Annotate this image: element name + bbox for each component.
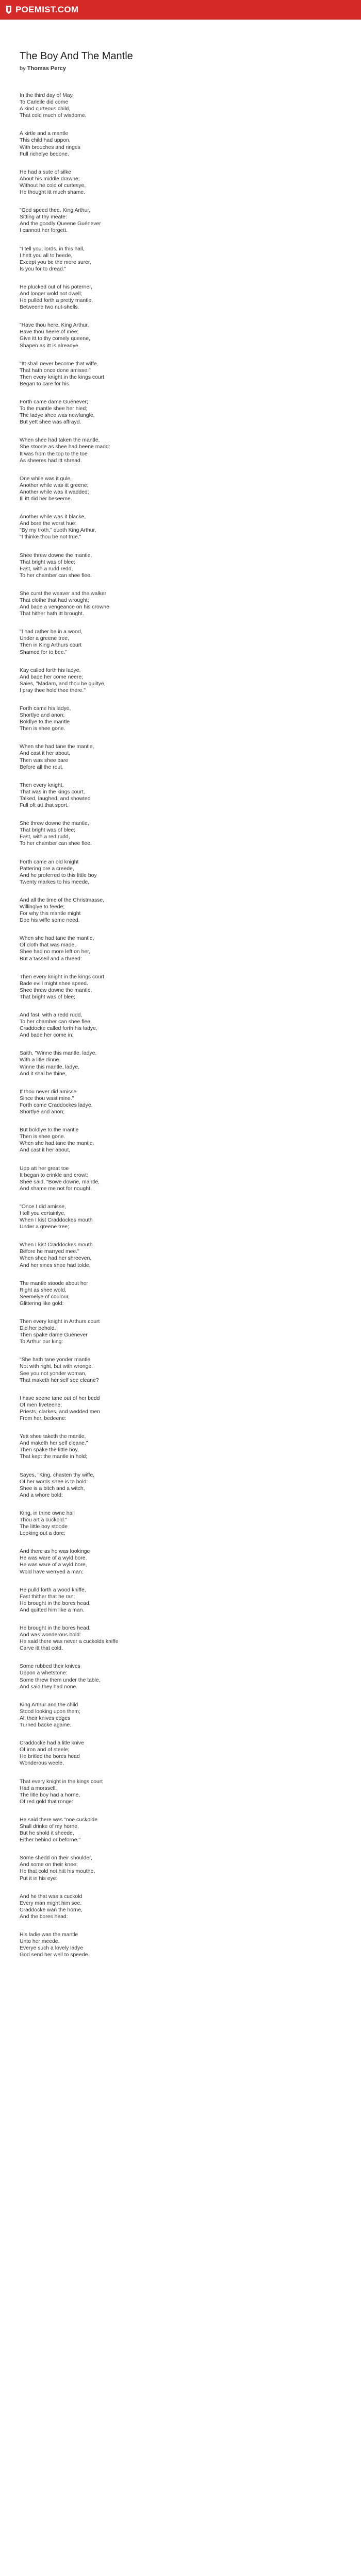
poem-line: God send her well to speede. [20,1952,90,1958]
poem-line: Then every knight in Arthurs court [20,1319,100,1325]
poem-line: That cold much of wisdome. [20,113,87,119]
poem-line: Thou art a cuckold." [20,1517,68,1523]
poem-stanza [20,1395,339,1422]
poem-line: And he proferred to this little boy [20,872,97,878]
poem-line: I pray thee hold thee there." [20,687,86,693]
poem-line: Winne this mantle, ladye, [20,1064,80,1070]
poem-stanza [20,1165,339,1192]
poem-line: "Have thou here, King Arthur, [20,323,89,329]
poem-line: Fast, with a rudd redd, [20,566,73,572]
poem-stanza [20,974,339,1001]
poem-line: Then every knight in the kings court [20,374,105,380]
poem-line: Stood looking upon them; [20,1708,80,1715]
poem-line: Unto her meede. [20,1939,60,1945]
poem-line: To Carleile did come [20,99,69,106]
poem-stanza [20,399,339,426]
poem-line: Craddocke called forth his ladye, [20,1026,97,1032]
poem-line: "By my troth," quoth King Arthur, [20,528,96,534]
poem-line: Boldlye to the mantle [20,719,70,725]
poem-stanza [20,1625,339,1652]
logo-text: POEMIST.COM [15,5,79,14]
poem-line: Before all the rout. [20,764,63,770]
poem-line: Then was shee bare [20,757,69,764]
poem-line: Then every knight, [20,782,64,788]
poem-line: One while was it gule, [20,476,72,482]
poem-line: He brought in the bores head, [20,1600,91,1606]
poem-line: He plucked out of his poterner, [20,284,92,290]
poem-line: For why this mantle might [20,911,81,917]
poem-stanza [20,705,339,732]
poem-line: Talked, laughed, and showted [20,795,91,802]
poem-line: "I tell you, lords, in this hall, [20,246,85,252]
poem-line: He britled the bores head [20,1754,80,1760]
poem-line: Of cloth that was made, [20,942,76,948]
poem-line: Craddocke wan the horne, [20,1907,83,1913]
poem-line: When she had tane the mantle, [20,1141,94,1147]
poem-stanza [20,1778,339,1805]
poem-line: "I had rather be in a wood, [20,629,83,635]
poem-line: Glittering like gold: [20,1300,64,1307]
poem-line: Then is shee gone. [20,1134,65,1140]
poem-stanza [20,782,339,809]
poem-line: That every knight in the kings court [20,1778,103,1785]
poem-line: Upp att her great toe [20,1165,69,1172]
poem-line: That bright was of blee; [20,994,76,1000]
poem-line: Fast, with a red rudd, [20,834,70,840]
poem-line: As sheeres had itt shread. [20,457,82,464]
poem-line: Sayes, "King, chasten thy wiffe, [20,1472,95,1478]
poem-line: She threw downe the mantle, [20,821,89,827]
poem-line: Under a greene tree, [20,636,69,642]
poem-line: And all the time of the Christmasse, [20,897,105,903]
poem-line: He had a sute of silke [20,169,71,175]
poem-line: From her, bedeene: [20,1416,67,1422]
poem-line: Except you be the more surer, [20,259,91,265]
poem-line: And bore the worst hue: [20,521,77,527]
poem-line: Since thou wast mine." [20,1095,74,1101]
poem-line: Shee threw downe the mantle, [20,552,92,558]
poem-line: Either behind or beforne." [20,1837,81,1843]
poem-line: And the bores head: [20,1913,68,1920]
poem-line: Right as shee wold, [20,1287,67,1293]
poem-line: Every man might him see. [20,1900,82,1906]
poem-stanza [20,743,339,770]
poem-line: But a tassell and a threed: [20,956,82,962]
poem-stanza [20,1127,339,1154]
poem-line: When I kist Craddockes mouth [20,1217,93,1224]
poem-line: Ill itt did her beseeme. [20,496,72,502]
poem-line: And a whore bold: [20,1492,63,1498]
poem-line: And cast it her about, [20,751,71,757]
poem-line: To the mantle shee her hied; [20,406,88,412]
poem-line: Then spake dame Guénever [20,1332,88,1338]
poem-line: Of men fiveteene; [20,1402,62,1408]
poem-stanza [20,1318,339,1345]
poem-line: King, in thine owne hall [20,1510,75,1516]
poem-line: This child had uppon, [20,138,71,144]
poem-line: He said there was never a cuckolds kniffe [20,1639,119,1645]
poem-stanza [20,322,339,349]
poem-line: To Arthur our king: [20,1339,63,1345]
poem-line: When I kist Craddockes mouth [20,1242,93,1248]
poem-line: Sitting at thy meate: [20,214,67,221]
poem-line: With a litle dinne. [20,1057,61,1063]
poem-stanza [20,667,339,694]
poem-line: He pulled forth a pretty mantle, [20,298,93,304]
poem-stanza [20,1587,339,1614]
poem-line: In the third day of May, [20,93,74,98]
poem-line: Full oft att that sport. [20,803,69,809]
poem-line: And bade her come neere; [20,674,84,680]
poem-line: When she had tane the mantle, [20,936,94,942]
poem-line: Then is shee gone. [20,726,65,732]
poem-line: Fast thither that he ran: [20,1594,75,1600]
poem-stanza [20,629,339,655]
poem-line: Then spake the little boy, [20,1447,79,1453]
poem-line: Carve itt that cold. [20,1646,63,1652]
poem-stanza [20,590,339,617]
poem-stanza [20,1548,339,1575]
poem-line: And was wonderous bold: [20,1632,81,1638]
poem-line: That maketh her self soe cleane? [20,1377,99,1383]
poem-stanza [20,1931,339,1958]
poem-line: Forth came Craddockes ladye, [20,1102,93,1108]
poem-line: King Arthur and the child [20,1702,78,1708]
poem-line: Kay called forth his ladye, [20,667,81,673]
poem-line: He was ware of a wyld bore, [20,1562,87,1568]
poem-line: And fast, with a redd rudd, [20,1012,83,1018]
poem-line: She curst the weaver and the walker [20,590,107,597]
poem-line: Bade evill might shee speed. [20,980,88,987]
poem-line: Some rubbed their knives [20,1664,80,1670]
poem-line: To her chamber can shee flee. [20,572,92,579]
poem-line: When she had tane the mantle, [20,744,94,750]
poem-line: It was from the top to the toe [20,451,88,457]
poem-stanza [20,207,339,234]
poem-line: Then every knight in the kings court [20,974,105,980]
poem-line: Of iron and of steele; [20,1747,70,1753]
poem-line: Shortlye and anon; [20,713,65,719]
poem-line: When shee had her shreeven, [20,1256,92,1262]
poem-content [20,50,339,1970]
poem-line: Is you for to dread." [20,266,67,272]
poem-stanza [20,1510,339,1537]
poem-line: Willinglye to feede; [20,904,65,910]
poem-line: And longer wold not dwell; [20,291,83,297]
poem-line: Doe his wiffe some need. [20,918,80,924]
poem-line: Of her words shee is to bold: [20,1479,88,1485]
poem-line: Then in King Arthurs court [20,642,82,649]
poem-stanza [20,859,339,886]
poem-stanza [20,1817,339,1843]
poem-stanza [20,130,339,157]
poem-line: "Once I did amisse, [20,1204,66,1210]
site-logo[interactable] [5,4,78,15]
poem-stanza [20,820,339,847]
poem-line: He said there was "noe cuckolde [20,1817,97,1823]
poem-line: I hett you all to heede, [20,252,73,259]
poem-line: Looking out a dore; [20,1531,65,1537]
poem-line: He thought itt much shame. [20,190,86,196]
poem-line: Began to care for his. [20,381,71,387]
poem-line: That clothe that had wrought; [20,597,89,603]
poem-line: That hither hath itt brought. [20,611,84,617]
poem-line: And shame me not for nought. [20,1185,92,1192]
byline-prefix: by [20,65,26,72]
poem-line: And cast it her about, [20,1147,71,1154]
poem-line: Of red gold that ronge: [20,1799,73,1805]
poem-line: Shapen as itt is alreadye. [20,343,80,349]
poem-line: Priests, clarkes, and wedded men [20,1409,100,1415]
poem-line: See you not yonder woman, [20,1370,87,1377]
poem-stanza [20,514,339,540]
poem-stanza [20,897,339,924]
poem-stanza [20,284,339,311]
poem-line: And some on their knee; [20,1862,78,1868]
poem-line: Another while was it blacke, [20,514,86,520]
poem-line: But boldlye to the mantle [20,1127,79,1133]
poem-line: I cannott her forgett. [20,228,68,234]
poem-line: That bright was of blee; [20,827,76,834]
poem-stanza [20,1012,339,1039]
poem-line: Saies, "Madam, and thou be guiltye, [20,681,106,687]
poem-line: Wold have werryed a man: [20,1569,84,1575]
poem-stanza [20,935,339,962]
poem-line: I have seene tane out of her bedd [20,1395,100,1401]
poem-line: The ladye shee was newfangle, [20,413,95,419]
poem-stanza [20,1855,339,1882]
poem-line: And said they had none. [20,1684,78,1690]
poem-line: That kept the mantle in hold; [20,1454,88,1460]
poem-stanza [20,437,339,464]
poem-stanza [20,1433,339,1460]
poem-line: All their knives edges [20,1715,71,1721]
poem-line: Shee said, "Bowe downe, mantle, [20,1179,100,1185]
poem-byline [20,65,339,72]
poem-stanza [20,552,339,579]
poem-stanza [20,1050,339,1077]
poem-line: When shee had taken the mantle, [20,437,100,444]
poem-line: About his middle drawne; [20,176,80,182]
poem-line: Pattering ore a creede, [20,866,74,872]
poem-line: Did her behold. [20,1326,56,1332]
site-header [0,0,361,20]
poem-line: He that cold not hitt his mouthe, [20,1869,95,1875]
poem-line: Have thou heere of mee; [20,329,79,335]
poem-stanza [20,1893,339,1920]
poem-line: And bade her come in; [20,1032,74,1039]
poem-line: Seemelye of coulour, [20,1294,70,1300]
poem-line: Wonderous weele, [20,1760,64,1767]
poem-line: Some shedd on their shoulder, [20,1855,92,1861]
poem-line: If thou never did amisse [20,1089,77,1095]
poem-body [20,92,339,1958]
poem-line: He was ware of a wyld bore. [20,1555,87,1562]
poem-line: A kind curteous child, [20,106,71,112]
poem-stanza [20,1702,339,1728]
poem-stanza [20,92,339,119]
poem-line: And it shal be thine, [20,1071,67,1077]
poem-line: A kirtle and a mantle [20,131,69,137]
poem-line: And bade a vengeance on his crowne [20,604,109,611]
poem-line: Full richelye bedone. [20,151,69,157]
poem-line: "Itt shall never become that wiffe, [20,361,99,367]
poem-line: That was in the kings court, [20,789,85,795]
poem-line: Yett shee taketh the mantle, [20,1434,86,1440]
poem-line: With brouches and ringes [20,144,80,150]
poem-line: Shall drinke of my horne, [20,1823,79,1829]
poemist-feather-icon [5,5,12,14]
poem-line: And her sines shee had tolde, [20,1262,91,1268]
poem-line: Shee had no more left on her, [20,949,90,955]
poem-stanza [20,1089,339,1115]
poem-stanza [20,1740,339,1767]
poem-line: He brought in the bores head, [20,1625,91,1631]
poem-line: Not with right, but with wronge. [20,1364,93,1370]
poem-line: To her chamber can shee flee. [20,1019,92,1025]
poem-line: She stoode as shee had beene madd: [20,444,110,450]
poem-line: Turned backe againe. [20,1722,72,1728]
poem-line: I tell you certainlye, [20,1210,65,1216]
poem-title: The Boy And The Mantle [20,50,133,62]
poem-line: Saith, "Winne this mantle, ladye, [20,1050,97,1057]
poem-stanza [20,1472,339,1499]
poem-stanza [20,1663,339,1690]
poem-line: Before he marryed mee." [20,1249,79,1255]
poem-stanza [20,476,339,502]
poem-line: Some threw them under the table, [20,1677,101,1683]
poem-line: Uppon a whetstone: [20,1670,68,1676]
poem-author[interactable]: Thomas Percy [27,65,66,72]
poem-stanza [20,361,339,387]
poem-line: The little boy stoode [20,1524,68,1530]
poem-line: Twenty markes to his meede, [20,879,90,885]
poem-line: "God speed thee, King Arthur, [20,208,91,214]
poem-stanza [20,1357,339,1383]
poem-stanza [20,1280,339,1307]
poem-line: That bright was of blee; [20,559,76,565]
poem-line: And maketh her self cleane." [20,1440,88,1447]
poem-line: Had a morssell. [20,1785,57,1791]
poem-line: Forth came his ladye, [20,706,71,711]
poem-line: It began to crinkle and crowt: [20,1172,88,1178]
poem-line: He pulld forth a wood kniffe, [20,1587,86,1593]
poem-line: Under a greene tree; [20,1224,69,1230]
poem-line: To her chamber can shee flee. [20,841,92,847]
poem-line: But he shold it sheede, [20,1831,74,1837]
poem-line: Another while was itt greene; [20,482,89,488]
poem-line: And he that was a cuckold [20,1893,83,1900]
poem-line: His ladie wan the mantle [20,1932,78,1938]
poem-line: Shamed for to bee." [20,649,68,655]
poem-line: And there as he was lookinge [20,1549,90,1555]
poem-line: "I thinke thou be not true." [20,534,81,540]
poem-line: But yett shee was affrayd. [20,419,81,426]
poem-stanza [20,169,339,196]
poem-line: Shortlye and anon; [20,1109,65,1115]
poem-line: Forth came an old knight [20,859,79,865]
poem-line: Put it in his eye: [20,1875,58,1882]
poem-line: Forth came dame Guénever; [20,399,88,405]
poem-line: The litle boy had a horne, [20,1792,80,1798]
poem-line: Betweene two nut-shells. [20,304,79,311]
poem-line: Craddocke had a litle knive [20,1740,84,1747]
poem-stanza [20,1204,339,1230]
poem-line: Without he cold of curtesye, [20,182,86,189]
poem-stanza [20,1242,339,1268]
poem-line: And quitted him like a man. [20,1607,85,1613]
poem-line: Another while was it wadded; [20,489,89,495]
poem-line: Give itt to thy comely queene, [20,336,90,342]
poem-line: Everye such a lovely ladye [20,1945,84,1952]
poem-line: Shee is a bitch and a witch, [20,1485,85,1492]
poem-line: That hath once done amisse:" [20,367,91,374]
poem-stanza [20,246,339,273]
poem-line: And the goodly Queene Guénever [20,221,101,227]
poem-line: "She hath tane yonder mantle [20,1357,91,1363]
poem-line: The mantle stoode about her [20,1280,88,1286]
poem-line: Shee threw downe the mantle, [20,987,92,993]
